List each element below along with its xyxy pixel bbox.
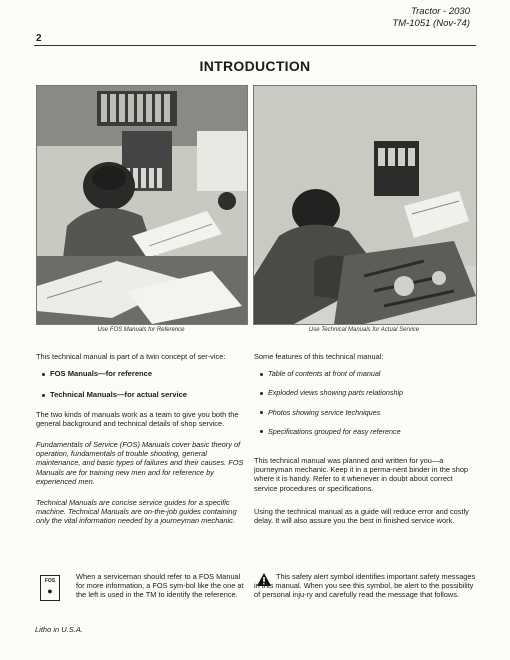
safety-paragraph bbox=[254, 572, 476, 600]
page-title: INTRODUCTION bbox=[199, 58, 311, 74]
fos-paragraph: Fundamentals of Service (FOS) Manuals cover basic theory of operation, fundamentals of trouble shooting, general maintenance, and basic types of failures and their causes. FOS Manuals are for training new men and for reference by experienced men. bbox=[36, 440, 244, 486]
photo-caption-left: Use FOS Manuals for Reference bbox=[97, 327, 185, 333]
bullet-fos-text: FOS Manuals—for reference bbox=[50, 369, 153, 379]
bullet-fos bbox=[36, 369, 246, 378]
photo-fos-manuals bbox=[36, 85, 248, 325]
team-paragraph: The two kinds of manuals work as a team to give you both the general background and technical details of shop service. bbox=[36, 409, 239, 428]
tm-paragraph: Technical Manuals are concise service guides for a specific machine. Technical Manuals are on-the-job guides containing only the vital information needed by a journeyman mechanic. bbox=[36, 498, 237, 526]
feature-item: Table of contents at front of manual bbox=[254, 369, 476, 378]
bullet-technical-text: Technical Manuals—for actual service bbox=[50, 390, 188, 400]
left-column bbox=[36, 352, 246, 526]
bullet-dot bbox=[42, 373, 45, 376]
header-rule bbox=[34, 45, 476, 46]
safety-paragraph-text: This safety alert symbol identifies important safety messages in this manual. When you see this symbol, be alert to the possibility of personal inju-ry and carefully read the message that follows. bbox=[254, 572, 476, 600]
photo-technical-manuals bbox=[253, 85, 477, 325]
feature-item: Specifications grouped for easy reference bbox=[254, 427, 476, 436]
intro-paragraph: This technical manual is part of a twin concept of ser-vice: bbox=[36, 352, 226, 361]
bullet-technical bbox=[36, 390, 246, 399]
features-intro: Some features of this technical manual: bbox=[254, 352, 384, 361]
page-number: 2 bbox=[36, 33, 42, 44]
bullet-dot bbox=[42, 394, 45, 397]
planned-paragraph: This technical manual was planned and written for you—a journeyman mechanic. Keep it in a perma-nent binder in the shop where it is handy. Refer to it whenever in doubt about correct service procedures or specifications. bbox=[254, 456, 469, 493]
photo-caption-right: Use Technical Manuals for Actual Service bbox=[308, 327, 420, 333]
header-model: Tractor - 2030 bbox=[411, 6, 470, 17]
feature-item: Photos showing service techniques bbox=[254, 408, 476, 417]
right-column bbox=[254, 352, 476, 525]
fos-reference-symbol: FOS ● bbox=[40, 575, 60, 601]
guide-paragraph: Using the technical manual as a guide will reduce error and costly delay. It will also assure you the best in finished service work. bbox=[254, 506, 469, 526]
header-manual-id: TM-1051 (Nov-74) bbox=[392, 18, 470, 29]
fos-symbol-label: FOS bbox=[44, 578, 56, 584]
feature-item: Exploded views showing parts relationship bbox=[254, 388, 476, 397]
litho-notice: Litho in U.S.A. bbox=[35, 625, 83, 634]
fos-symbol-paragraph: When a serviceman should refer to a FOS Manual for more information, a FOS sym-bol like the one at the left is used in the TM to identify the reference. bbox=[76, 572, 244, 600]
running-header bbox=[392, 6, 470, 30]
